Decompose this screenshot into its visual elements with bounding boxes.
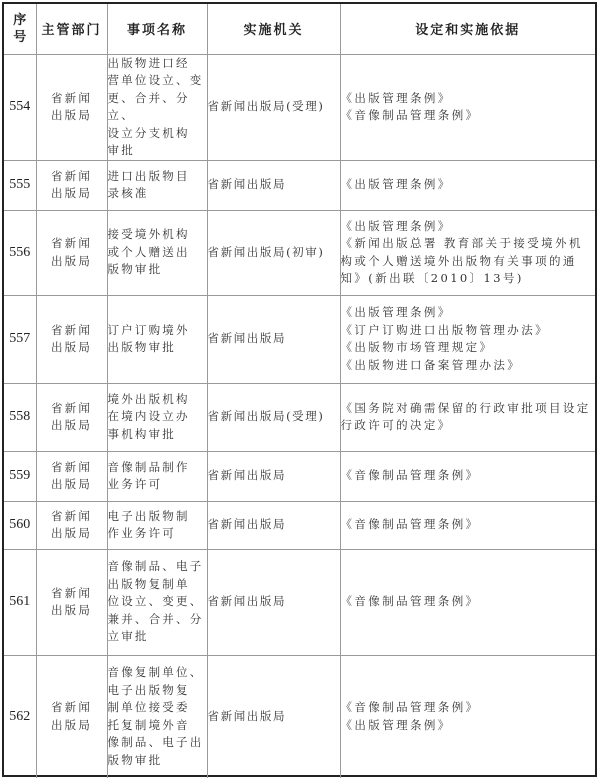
row-department	[36, 210, 107, 295]
dept-line: 出版局	[50, 717, 93, 732]
dept-line: 省新闻	[50, 459, 93, 474]
item-line: 订户订购境外	[107, 322, 190, 337]
basis-line: 《国务院对确需保留的行政审批项目设定	[340, 400, 591, 415]
dept-line: 出版局	[50, 418, 93, 432]
header-seq	[4, 4, 36, 54]
basis-line: 《出版管理条例》	[340, 305, 452, 319]
basis-line: 《出版物市场管理规定》	[340, 340, 494, 354]
row-agency: 省新闻出版局(受理)	[207, 383, 340, 451]
dept-line: 出版局	[50, 603, 93, 617]
row-item	[107, 501, 207, 549]
row-department	[36, 451, 107, 501]
item-line: 音像制品制作	[107, 459, 190, 474]
basis-line: 《出版管理条例》	[340, 717, 452, 732]
row-item	[107, 549, 207, 655]
row-agency: 省新闻出版局(受理)	[207, 54, 340, 160]
dept-line: 出版局	[50, 253, 93, 268]
basis-line: 知》(新出联〔2010〕13号)	[340, 271, 524, 285]
item-line: 营单位设立、变	[107, 73, 204, 87]
item-line: 接受境外机构	[107, 227, 190, 242]
row-agency: 省新闻出版局	[207, 655, 340, 778]
item-line: 电子出版物制	[107, 508, 190, 523]
row-number: 554	[4, 54, 36, 160]
row-number: 557	[4, 295, 36, 383]
dept-line: 出版局	[50, 477, 93, 491]
table-row	[4, 383, 595, 451]
table-row	[4, 295, 595, 383]
row-basis	[340, 160, 595, 210]
basis-line: 构或个人赠送境外出版物有关事项的通	[340, 253, 577, 268]
dept-line: 省新闻	[50, 90, 93, 105]
basis-line: 行政许可的决定》	[340, 418, 452, 432]
document-page	[2, 2, 597, 777]
item-line: 出版物复制单	[107, 576, 190, 591]
basis-line: 《音像制品管理条例》	[340, 700, 480, 715]
item-line: 境外出版机构	[107, 391, 190, 406]
dept-line: 省新闻	[50, 322, 93, 337]
basis-line: 《音像制品管理条例》	[340, 108, 480, 122]
item-line: 进口出版物目	[107, 168, 190, 183]
row-number: 556	[4, 210, 36, 295]
dept-line: 省新闻	[50, 700, 93, 715]
header-basis: 设定和实施依据	[340, 4, 595, 54]
header-item: 事项名称	[107, 4, 207, 54]
basis-line: 《订户订购进口出版物管理办法》	[340, 322, 549, 337]
row-department	[36, 295, 107, 383]
row-department	[36, 549, 107, 655]
dept-line: 省新闻	[50, 400, 93, 415]
table-row	[4, 451, 595, 501]
row-department	[36, 383, 107, 451]
item-line: 更、合并、分立、	[107, 90, 190, 122]
item-line: 作业务许可	[107, 526, 176, 540]
item-line: 托复制境外音	[107, 717, 190, 732]
dept-line: 省新闻	[50, 508, 93, 523]
row-item	[107, 295, 207, 383]
row-basis	[340, 383, 595, 451]
item-line: 录核准	[107, 186, 149, 200]
table-header-row	[4, 4, 595, 54]
row-agency: 省新闻出版局	[207, 451, 340, 501]
item-line: 音像复制单位、	[107, 665, 204, 680]
row-basis	[340, 54, 595, 160]
table-row	[4, 210, 595, 295]
table-row	[4, 54, 595, 160]
row-item	[107, 54, 207, 160]
row-item	[107, 451, 207, 501]
item-line: 或个人赠送出	[107, 244, 190, 259]
dept-line: 省新闻	[50, 236, 93, 250]
basis-line: 《出版物进口备案管理办法》	[340, 357, 522, 372]
row-basis	[340, 501, 595, 549]
row-basis	[340, 295, 595, 383]
row-item	[107, 383, 207, 451]
item-line: 立审批	[107, 629, 149, 644]
row-basis	[340, 655, 595, 778]
item-line: 审批	[107, 143, 135, 157]
basis-line: 《音像制品管理条例》	[340, 594, 480, 609]
table-row	[4, 501, 595, 549]
item-line: 制单位接受委	[107, 700, 190, 715]
item-line: 出版物审批	[107, 340, 176, 354]
dept-line: 省新闻	[50, 168, 93, 183]
table-row	[4, 160, 595, 210]
row-number: 555	[4, 160, 36, 210]
row-agency: 省新闻出版局(初审)	[207, 210, 340, 295]
row-agency: 省新闻出版局	[207, 549, 340, 655]
header-department: 主管部门	[36, 4, 107, 54]
row-agency: 省新闻出版局	[207, 295, 340, 383]
item-line: 像制品、电子出	[107, 735, 204, 750]
item-line: 业务许可	[107, 477, 163, 491]
item-line: 位设立、变更、	[107, 594, 204, 609]
row-agency: 省新闻出版局	[207, 160, 340, 210]
header-seq-line2: 号	[13, 29, 27, 45]
row-department	[36, 54, 107, 160]
item-line: 事机构审批	[107, 426, 176, 441]
item-line: 版物审批	[107, 262, 163, 277]
row-item	[107, 655, 207, 778]
basis-line: 《音像制品管理条例》	[340, 468, 480, 483]
dept-line: 出版局	[50, 526, 93, 540]
basis-line: 《出版管理条例》	[340, 90, 452, 105]
row-department	[36, 160, 107, 210]
row-number: 560	[4, 501, 36, 549]
dept-line: 出版局	[50, 108, 93, 122]
row-basis	[340, 210, 595, 295]
row-number: 561	[4, 549, 36, 655]
administrative-licensing-table	[4, 4, 595, 778]
dept-line: 出版局	[50, 340, 93, 354]
item-line: 音像制品、电子	[107, 559, 204, 574]
row-number: 559	[4, 451, 36, 501]
table-row	[4, 549, 595, 655]
item-line: 在境内设立办	[107, 409, 190, 424]
row-number: 562	[4, 655, 36, 778]
table-row	[4, 655, 595, 778]
row-basis	[340, 451, 595, 501]
row-agency: 省新闻出版局	[207, 501, 340, 549]
row-number: 558	[4, 383, 36, 451]
basis-line: 《音像制品管理条例》	[340, 517, 480, 532]
item-line: 电子出版物复	[107, 682, 190, 697]
row-item	[107, 160, 207, 210]
item-line: 出版物进口经	[107, 55, 190, 70]
item-line: 版物审批	[107, 752, 163, 767]
basis-line: 《新闻出版总署 教育部关于接受境外机	[340, 236, 583, 250]
basis-line: 《出版管理条例》	[340, 218, 452, 233]
row-department	[36, 655, 107, 778]
row-item	[107, 210, 207, 295]
item-line: 设立分支机构	[107, 125, 190, 140]
basis-line: 《出版管理条例》	[340, 177, 452, 192]
header-agency: 实施机关	[207, 4, 340, 54]
item-line: 兼并、合并、分	[107, 611, 204, 626]
dept-line: 省新闻	[50, 585, 93, 600]
row-department	[36, 501, 107, 549]
row-basis	[340, 549, 595, 655]
dept-line: 出版局	[50, 186, 93, 200]
header-seq-line1: 序	[13, 12, 27, 28]
